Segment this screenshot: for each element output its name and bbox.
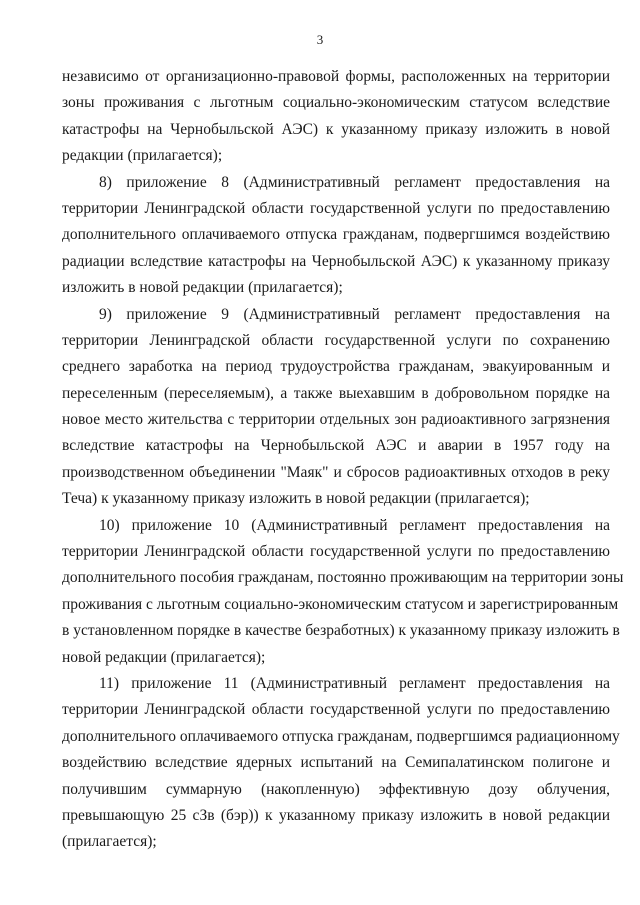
text-line: в установленном порядке в качестве безработных) к указанному приказу изложить в bbox=[62, 622, 620, 640]
text-line: (прилагается); bbox=[62, 833, 157, 851]
paragraph bbox=[62, 302, 610, 513]
text-line: редакции (прилагается); bbox=[62, 147, 223, 165]
text-line: 8) приложение 8 (Административный регламент предоставления на bbox=[99, 173, 610, 191]
text-line: дополнительного пособия гражданам, постоянно проживающим на территории зоны bbox=[62, 569, 624, 587]
paragraph bbox=[62, 170, 610, 302]
text-line: зоны проживания с льготным социально-экономическим статусом вследствие bbox=[62, 94, 610, 112]
paragraph bbox=[62, 671, 620, 856]
text-line: превышающую 25 сЗв (бэр)) к указанному приказу изложить в новой редакции bbox=[62, 806, 610, 824]
text-line: территории Ленинградской области государственной услуги по предоставлению bbox=[62, 543, 610, 561]
text-line: 9) приложение 9 (Административный регламент предоставления на bbox=[99, 305, 610, 323]
page-number: 3 bbox=[316, 32, 324, 47]
text-line: Теча) к указанному приказу изложить в новой редакции (прилагается); bbox=[62, 490, 530, 508]
text-line: 11) приложение 11 (Административный регламент предоставления на bbox=[99, 674, 610, 692]
text-line: радиации вследствие катастрофы на Чернобыльской АЭС) к указанному приказу bbox=[62, 252, 610, 270]
text-line: производственном объединении "Маяк" и сбросов радиоактивных отходов в реку bbox=[62, 463, 610, 481]
text-line: катастрофы на Чернобыльской АЭС) к указанному приказу изложить в новой bbox=[62, 120, 610, 138]
text-line: территории Ленинградской области государственной услуги по предоставлению bbox=[62, 199, 610, 217]
paragraph bbox=[62, 64, 610, 170]
text-line: изложить в новой редакции (прилагается); bbox=[62, 279, 343, 297]
text-line: переселенным (переселяемым), а также выехавшим в добровольном порядке на bbox=[62, 384, 610, 402]
text-line: дополнительного оплачиваемого отпуска гражданам, подвергшимся радиационному bbox=[62, 727, 620, 745]
text-line: проживания с льготным социально-экономическим статусом и зарегистрированным bbox=[62, 595, 619, 613]
text-line: 10) приложение 10 (Административный регламент предоставления на bbox=[99, 516, 610, 534]
text-line: воздействию вследствие ядерных испытаний на Семипалатинском полигоне и bbox=[62, 754, 610, 772]
text-line: независимо от организационно-правовой формы, расположенных на территории bbox=[62, 68, 610, 85]
document-body bbox=[62, 64, 624, 856]
text-line: дополнительного оплачиваемого отпуска гражданам, подвергшимся воздействию bbox=[62, 226, 610, 244]
text-line: новое место жительства с территории отдельных зон радиоактивного загрязнения bbox=[62, 411, 610, 429]
text-line: получившим суммарную (накопленную) эффективную дозу облучения, bbox=[62, 780, 610, 798]
text-line: вследствие катастрофы на Чернобыльской АЭС и аварии в 1957 году на bbox=[62, 437, 610, 455]
text-line: территории Ленинградской области государственной услуги по предоставлению bbox=[62, 701, 610, 719]
text-line: новой редакции (прилагается); bbox=[62, 648, 266, 666]
text-line: среднего заработка на период трудоустройства гражданам, эвакуированным и bbox=[62, 358, 610, 376]
text-line: территории Ленинградской области государственной услуги по сохранению bbox=[62, 331, 610, 349]
paragraph bbox=[62, 513, 624, 671]
